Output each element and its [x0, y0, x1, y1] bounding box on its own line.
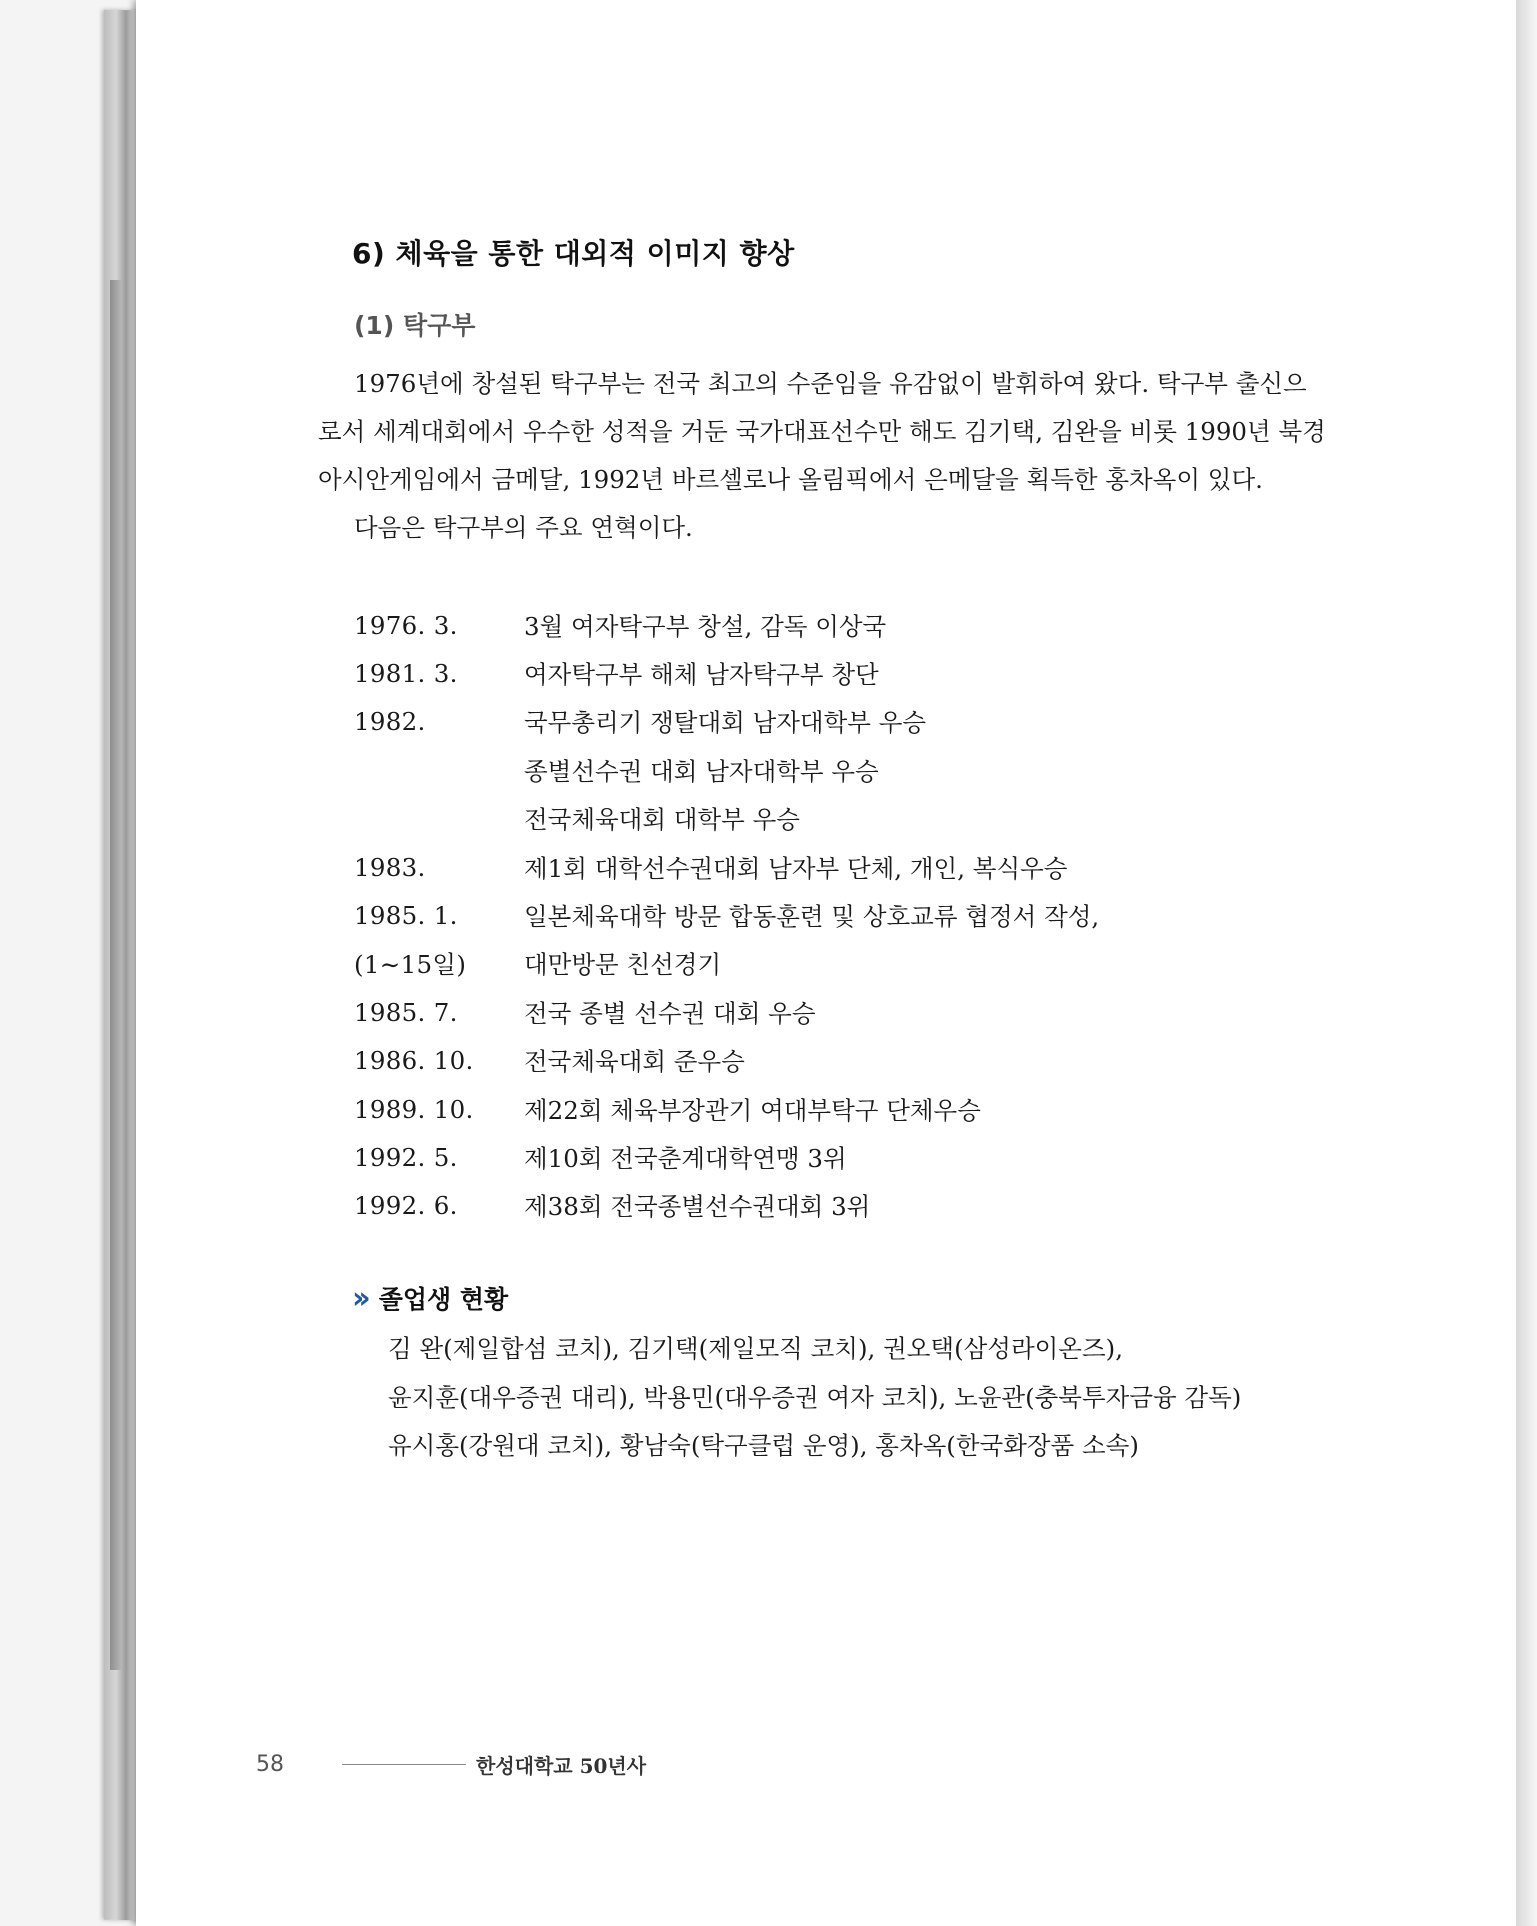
timeline-event: 제38회 전국종별선수권대회 3위: [524, 1192, 871, 1222]
graduates-line: 윤지훈(대우증권 대리), 박용민(대우증권 여자 코치), 노윤관(충북투자금융 감독): [388, 1382, 1242, 1412]
timeline-date: 1976. 3.: [354, 610, 458, 640]
timeline-row: [354, 698, 1254, 746]
page-number: 58: [256, 1752, 284, 1777]
timeline-event: 전국 종별 선수권 대회 우승: [524, 998, 816, 1028]
timeline-date: 1983.: [354, 852, 426, 882]
timeline-event: 종별선수권 대회 남자대학부 우승: [524, 756, 879, 786]
timeline-event: 제1회 대학선수권대회 남자부 단체, 개인, 복식우승: [524, 853, 1068, 883]
footer-book-title: 한성대학교 50년사: [476, 1754, 647, 1778]
timeline-row: [354, 746, 1254, 794]
timeline-event: 제10회 전국춘계대학연맹 3위: [524, 1143, 847, 1173]
timeline-event: 전국체육대회 준우승: [524, 1047, 745, 1077]
timeline-event: 전국체육대회 대학부 우승: [524, 805, 800, 835]
timeline-date: 1985. 1.: [354, 901, 458, 931]
timeline-row: [354, 891, 1254, 939]
double-chevron-right-icon: ››: [352, 1280, 365, 1316]
timeline-date: 1985. 7.: [354, 997, 458, 1027]
timeline-date: 1992. 5.: [354, 1142, 458, 1172]
timeline-row: [354, 1182, 1254, 1230]
timeline-row: [354, 795, 1254, 843]
intro-next: 다음은 탁구부의 주요 연혁이다.: [354, 513, 693, 542]
timeline-event: 일본체육대학 방문 합동훈련 및 상호교류 협정서 작성,: [524, 902, 1100, 932]
timeline-date: 1986. 10.: [354, 1046, 474, 1076]
timeline-row: [354, 649, 1254, 697]
timeline-date: (1∼15일): [354, 950, 467, 980]
timeline-event: 3월 여자탁구부 창설, 감독 이상국: [524, 611, 887, 641]
timeline-event: 여자탁구부 해체 남자탁구부 창단: [524, 660, 879, 690]
document-page: [136, 0, 1516, 1926]
graduates-line: 김 완(제일합섬 코치), 김기택(제일모직 코치), 권오택(삼성라이온즈),: [388, 1334, 1123, 1363]
graduates-heading: [352, 1280, 508, 1316]
timeline-row: [354, 940, 1254, 988]
footer-divider: [342, 1764, 466, 1765]
timeline-list: [354, 601, 1254, 1230]
page-footer: [256, 1750, 646, 1779]
intro-line-2: 로서 세계대회에서 우수한 성적을 거둔 국가대표선수만 해도 김기택, 김완을 비롯 1990년 북경: [318, 417, 1326, 446]
intro-line-1: 1976년에 창설된 탁구부는 전국 최고의 수준임을 유감없이 발휘하여 왔다. 탁구부 출신으: [354, 369, 1307, 398]
timeline-row: [354, 843, 1254, 891]
page-content: [136, 0, 1516, 1926]
book-page-stack-inner: [110, 280, 122, 1670]
timeline-date: 1992. 6.: [354, 1191, 458, 1221]
timeline-row: [354, 1085, 1254, 1133]
timeline-row: [354, 601, 1254, 649]
timeline-date: 1982.: [354, 707, 426, 737]
page-edge: [1516, 0, 1537, 1926]
timeline-event: 제22회 체육부장관기 여대부탁구 단체우승: [524, 1095, 981, 1125]
graduates-heading-label: 졸업생 현황: [378, 1285, 509, 1314]
timeline-date: 1989. 10.: [354, 1094, 474, 1124]
timeline-row: [354, 988, 1254, 1036]
graduates-list: [388, 1325, 1241, 1471]
sub-title: (1) 탁구부: [354, 311, 476, 340]
timeline-date: 1981. 3.: [354, 659, 458, 689]
timeline-row: [354, 1133, 1254, 1181]
timeline-event: 대만방문 친선경기: [524, 950, 722, 980]
graduates-line: 유시홍(강원대 코치), 황남숙(탁구클럽 운영), 홍차옥(한국화장품 소속): [388, 1431, 1139, 1460]
timeline-event: 국무총리기 쟁탈대회 남자대학부 우승: [524, 708, 927, 738]
section-title: 6) 체육을 통한 대외적 이미지 향상: [352, 237, 795, 270]
timeline-row: [354, 1037, 1254, 1085]
intro-line-3: 아시안게임에서 금메달, 1992년 바르셀로나 올림픽에서 은메달을 획득한 홍차옥이 있다.: [318, 465, 1263, 494]
